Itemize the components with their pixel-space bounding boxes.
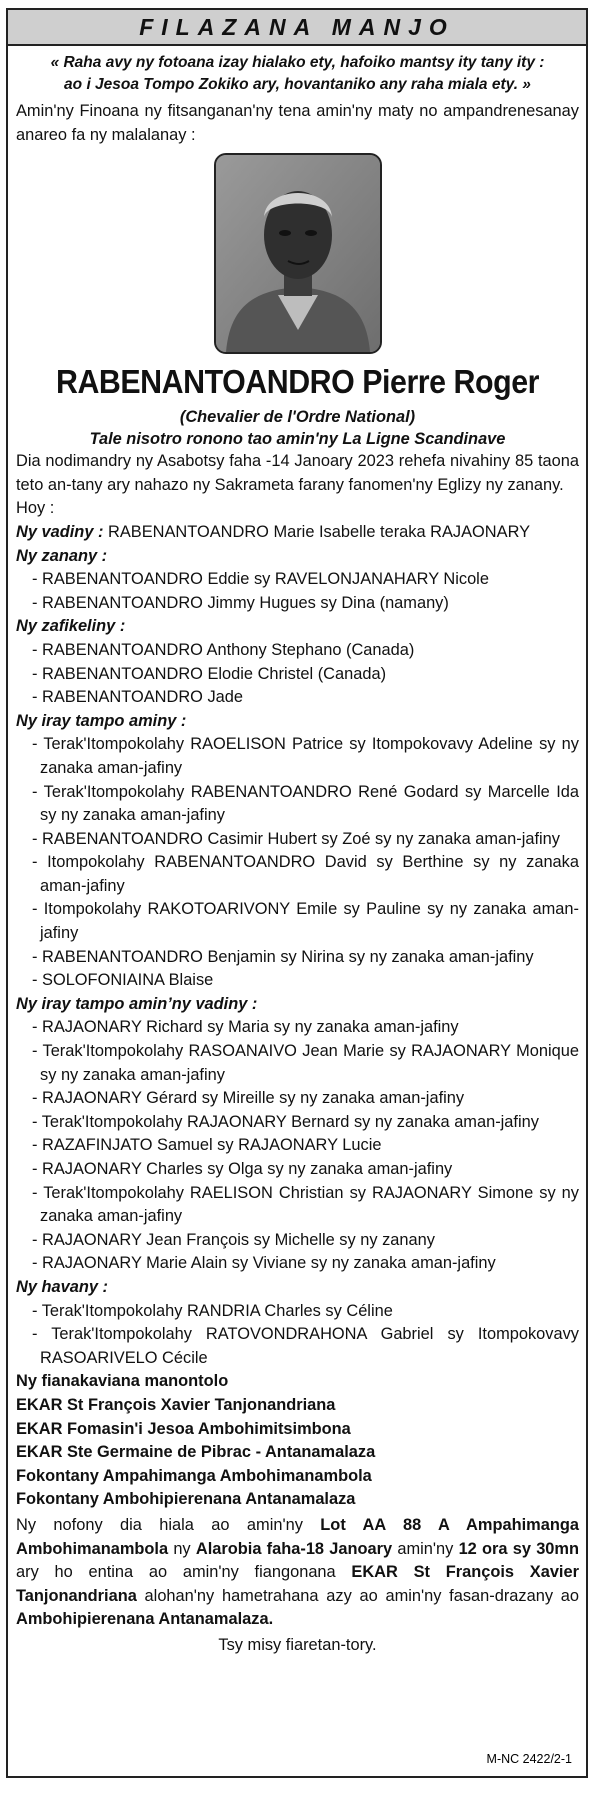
photo-container (16, 153, 579, 354)
list-item: - Terak'Itompokolahy RAOELISON Patrice sy Itompokovavy Adeline sy ny zanaka aman-jafiny (32, 735, 579, 777)
relatives-label: Ny havany : (16, 1277, 109, 1296)
deceased-title: Tale nisotro ronono tao amin'ny La Ligne Scandinave (89, 430, 506, 449)
deceased-honor: (Chevalier de l'Ordre National) (179, 408, 416, 427)
portrait-photo (214, 153, 382, 354)
list-item: - Terak'Itompokolahy RASOANAIVO Jean Marie sy RAJAONARY Monique sy ny zanaka aman-jafiny (32, 1042, 579, 1084)
funeral-date: Alarobia faha-18 Janoary (195, 1539, 393, 1558)
funeral-text: ary ho entina ao amin'ny fiangonana (16, 1563, 352, 1582)
list-item: - Itompokolahy RABENANTOANDRO David sy Berthine sy ny zanaka aman-jafiny (32, 853, 579, 895)
verse-line: ao i Jesoa Tompo Zokiko ary, hovantaniko any raha miala ety. » (64, 76, 531, 93)
obituary-notice (6, 8, 588, 1778)
spouse-name: RABENANTOANDRO Marie Isabelle teraka RAJAONARY (103, 522, 531, 541)
closing-line: Tsy misy fiaretan-tory. (218, 1635, 377, 1654)
children-label: Ny zanany : (16, 546, 108, 565)
portrait-icon (216, 155, 380, 352)
funeral-church: EKAR St François Xavier Tanjonandriana (16, 1563, 579, 1605)
notice-title: FILAZANA MANJO (139, 13, 455, 40)
list-item: - Terak'Itompokolahy RAELISON Christian sy RAJAONARY Simone sy ny zanaka aman-jafiny (32, 1183, 579, 1226)
organization-line: Fokontany Ampahimanga Ambohimanambola (16, 1466, 372, 1485)
spouse-label: Ny vadiny : (16, 522, 104, 541)
funeral-text: amin'ny (392, 1539, 459, 1558)
list-item: - RABENANTOANDRO Anthony Stephano (Canada) (32, 640, 415, 659)
list-item: - RAJAONARY Marie Alain sy Viviane sy ny zanaka aman-jafiny (32, 1254, 496, 1273)
deceased-name: RABENANTOANDRO Pierre Roger (55, 363, 539, 401)
list-item: - Itompokolahy RAKOTOARIVONY Emile sy Pauline sy ny zanaka aman-jafiny (32, 900, 579, 943)
hoy-label: Hoy : (16, 499, 55, 518)
siblings-label: Ny iray tampo aminy : (16, 711, 187, 730)
list-item: - Terak'Itompokolahy RABENANTOANDRO René Godard sy Marcelle Ida sy ny zanaka aman-jafiny (32, 782, 579, 825)
funeral-text: alohan'ny hametrahana azy ao amin'ny fasan-drazany ao (136, 1586, 579, 1605)
list-item: - RAJAONARY Charles sy Olga sy ny zanaka aman-jafiny (32, 1160, 453, 1178)
intro-text: Amin'ny Finoana ny fitsanganan'ny tena amin'ny maty no ampandrenesanay anareo fa ny malalanay : (16, 102, 579, 144)
list-item: - RAJAONARY Richard sy Maria sy ny zanaka aman-jafiny (32, 1018, 459, 1037)
burial-place: Ambohipierenana Antanamalaza. (16, 1610, 274, 1629)
list-item: - RABENANTOANDRO Jade (32, 688, 244, 707)
list-item: - Terak'Itompokolahy RANDRIA Charles sy Céline (32, 1301, 393, 1320)
list-item: - SOLOFONIAINA Blaise (32, 971, 214, 990)
list-item: - RAJAONARY Gérard sy Mireille sy ny zanaka aman-jafiny (32, 1089, 465, 1108)
funeral-text: ny (168, 1539, 196, 1558)
notice-header (8, 10, 586, 46)
list-item: - Terak'Itompokolahy RATOVONDRAHONA Gabriel sy Itompokovavy RASOARIVELO Cécile (32, 1325, 579, 1367)
list-item: - RAZAFINJATO Samuel sy RAJAONARY Lucie (32, 1136, 382, 1155)
organization-line: Ny fianakaviana manontolo (16, 1372, 229, 1391)
organization-line: Fokontany Ambohipierenana Antanamalaza (16, 1490, 356, 1509)
funeral-text: Ny nofony dia hiala ao amin'ny (16, 1515, 321, 1534)
notice-body (8, 46, 586, 1657)
spouse-siblings-label: Ny iray tampo amin’ny vadiny : (16, 994, 258, 1013)
list-item: - RABENANTOANDRO Elodie Christel (Canada) (32, 664, 387, 683)
funeral-time: 12 ora sy 30mn (458, 1539, 580, 1558)
organization-line: EKAR Ste Germaine de Pibrac - Antanamalaza (16, 1443, 376, 1462)
grandchildren-label: Ny zafikeliny : (16, 617, 126, 636)
verse-line: « Raha avy ny fotoana izay hialako ety, hafoiko mantsy ity tany ity : (50, 54, 545, 71)
organization-line: EKAR St François Xavier Tanjonandriana (16, 1395, 336, 1414)
list-item: - RABENANTOANDRO Jimmy Hugues sy Dina (namany) (32, 593, 449, 612)
reference-code: M-NC 2422/2-1 (486, 1752, 572, 1766)
list-item: - RABENANTOANDRO Benjamin sy Nirina sy ny zanaka aman-jafiny (32, 947, 534, 966)
list-item: - RABENANTOANDRO Eddie sy RAVELONJANAHARY Nicole (32, 570, 489, 589)
spouse-line (16, 521, 579, 545)
funeral-details (16, 1514, 579, 1632)
list-item: - RABENANTOANDRO Casimir Hubert sy Zoé sy ny zanaka aman-jafiny (32, 829, 560, 848)
list-item: - RAJAONARY Jean François sy Michelle sy ny zanany (32, 1230, 435, 1249)
death-announcement: Dia nodimandry ny Asabotsy faha -14 Janoary 2023 rehefa nivahiny 85 taona teto an-tany ary nahazo ny Sakrameta farany fanomen'ny Eglizy ny zanany. (16, 452, 579, 494)
list-item: - Terak'Itompokolahy RAJAONARY Bernard sy ny zanaka aman-jafiny (32, 1112, 539, 1131)
organization-line: EKAR Fomasin'i Jesoa Ambohimitsimbona (16, 1419, 351, 1438)
bible-verse (16, 52, 579, 96)
funeral-address: Lot AA 88 A Ampahimanga Ambohimanambola (16, 1515, 579, 1558)
